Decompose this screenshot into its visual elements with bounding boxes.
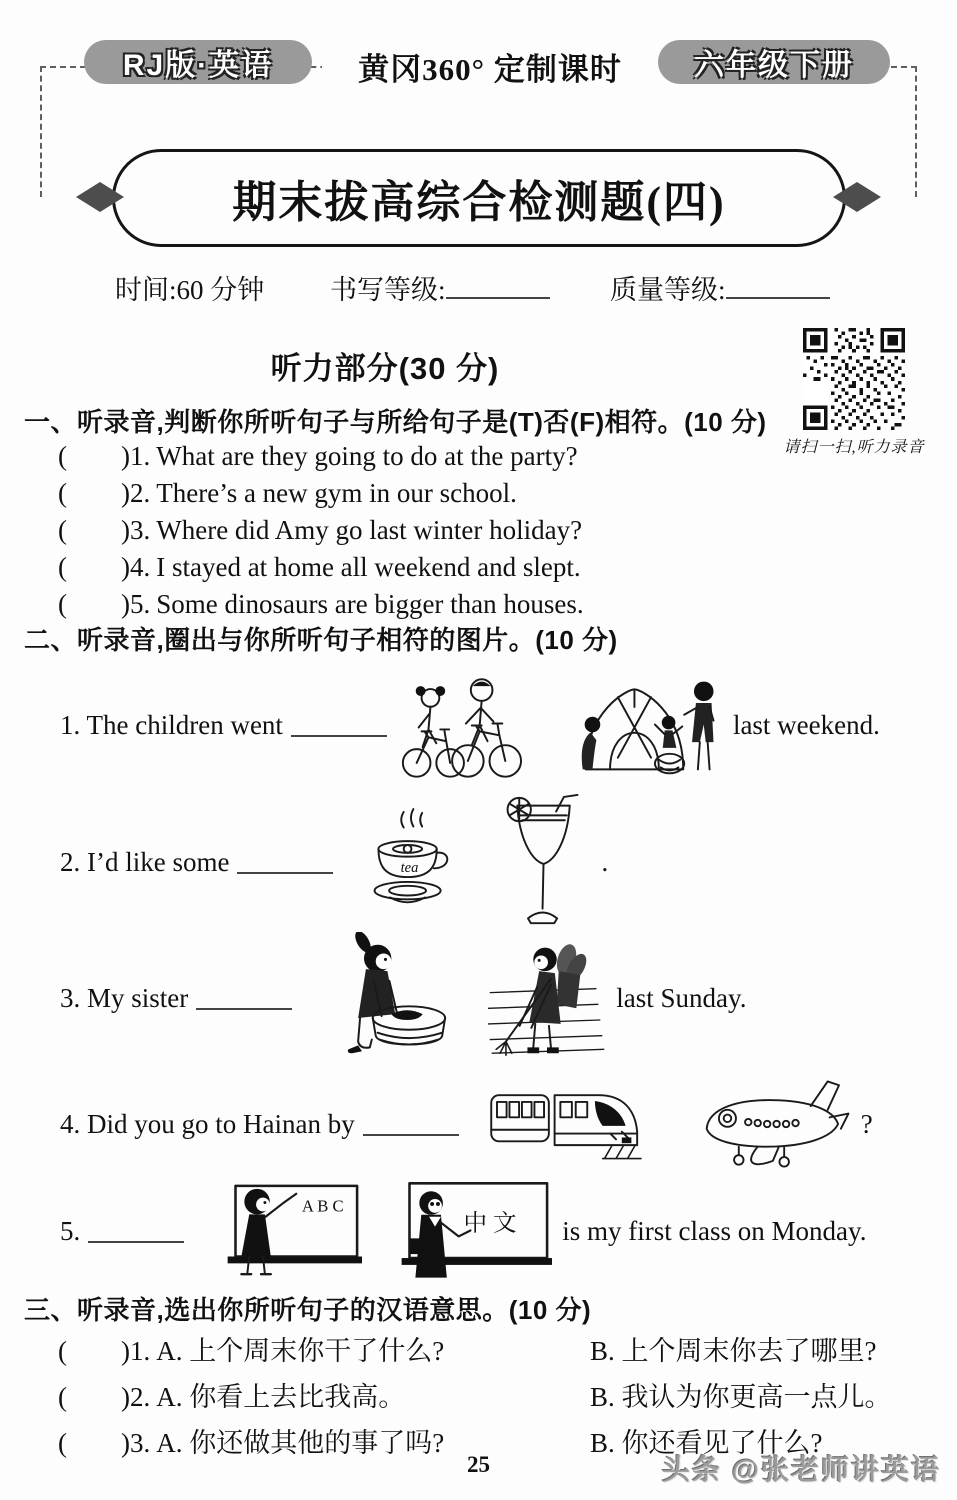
option-a: A. 上个周末你干了什么? <box>156 1336 445 1366</box>
answer-bracket: ( ) <box>58 589 130 619</box>
quality-grade-blank <box>726 275 830 299</box>
title-banner <box>112 149 846 247</box>
question-text: Some dinosaurs are bigger than houses. <box>156 589 584 619</box>
listening-qr-block <box>772 328 936 457</box>
option-a: A. 你还做其他的事了吗? <box>156 1428 445 1458</box>
part3-heading: 三、听录音,选出你所听句子的汉语意思。(10 分) <box>24 1295 592 1325</box>
english-class-blackboard-image <box>210 1181 362 1281</box>
question-tail: ? <box>860 1108 873 1139</box>
answer-blank <box>363 1112 459 1136</box>
series-title: 黄冈360° 定制课时 <box>322 46 658 86</box>
grade-badge-label: 六年级下册 <box>694 49 854 82</box>
part3-question-list <box>58 1328 938 1466</box>
part2-question-5 <box>60 1178 940 1284</box>
question-text: There’s a new gym in our school. <box>156 478 517 508</box>
part3-question: ( )2. A. 你看上去比我高。 B. 我认为你更高一点儿。 <box>58 1374 938 1420</box>
part2-question-3 <box>60 928 940 1068</box>
qr-code-icon <box>800 328 908 430</box>
girl-washing-clothes-image <box>318 932 452 1064</box>
abc-board-label: A B C <box>302 1196 344 1216</box>
paper-title: 期末拔高综合检测题(四) <box>232 178 726 227</box>
answer-blank <box>237 850 333 874</box>
children-riding-bikes-image <box>395 666 523 784</box>
part1-question: ( )3. Where did Amy go last winter holiday? <box>58 515 583 545</box>
diamond-ornament-left <box>76 182 124 212</box>
answer-bracket: ( ) <box>58 515 130 545</box>
watermark-text: 头条 @张老师讲英语 <box>661 1454 941 1485</box>
question-lead: 4. Did you go to Hainan by <box>60 1108 355 1139</box>
tea-cup-label: tea <box>401 860 419 877</box>
edition-badge-label: RJ版·英语 <box>122 49 274 82</box>
children-camping-tent-image <box>541 664 723 786</box>
part1-question: ( )1. What are they going to do at the party? <box>58 441 578 471</box>
question-lead: 5. <box>60 1215 81 1246</box>
question-lead: 1. The children went <box>60 709 283 740</box>
answer-bracket: ( ) <box>58 478 130 508</box>
answer-blank <box>88 1219 184 1243</box>
part1-question: ( )2. There’s a new gym in our school. <box>58 478 517 508</box>
girl-sweeping-floor-image <box>488 932 606 1064</box>
answer-blank <box>196 986 292 1010</box>
question-text: I stayed at home all weekend and slept. <box>156 552 581 582</box>
part2-question-1 <box>60 655 940 795</box>
writing-grade-blank <box>446 275 550 299</box>
question-tail: . <box>601 846 609 877</box>
quality-grade-label: 质量等级: <box>610 268 830 307</box>
time-limit-label: 时间:60 分钟 <box>115 275 265 305</box>
answer-bracket: ( ) <box>58 1382 130 1412</box>
question-text: Where did Amy go last winter holiday? <box>156 515 583 545</box>
part3-question: ( )1. A. 上个周末你干了什么? B. 上个周末你去了哪里? <box>58 1328 938 1374</box>
part1-question-list <box>58 438 584 623</box>
diamond-ornament-right <box>833 182 881 212</box>
page-number: 25 <box>467 1452 490 1477</box>
part1-heading: 一、听录音,判断你所听句子与所给句子是(T)否(F)相符。(10 分) <box>24 407 767 437</box>
answer-bracket: ( ) <box>58 441 130 471</box>
option-b: B. 上个周末你去了哪里? <box>590 1336 877 1366</box>
train-image <box>485 1076 653 1172</box>
part1-question: ( )5. Some dinosaurs are bigger than houses. <box>58 589 584 619</box>
question-tail: last Sunday. <box>616 982 747 1013</box>
listening-section-title: 听力部分(30 分) <box>270 351 500 386</box>
part1-question: ( )4. I stayed at home all weekend and slept. <box>58 552 581 582</box>
option-b: B. 你还看见了什么? <box>590 1428 823 1458</box>
plane-image <box>689 1072 851 1176</box>
answer-bracket: ( ) <box>58 1336 130 1366</box>
question-text: What are they going to do at the party? <box>156 441 578 471</box>
option-a: A. 你看上去比我高。 <box>156 1382 406 1412</box>
question-lead: 3. My sister <box>60 982 189 1013</box>
question-tail: last weekend. <box>732 709 880 740</box>
question-tail: is my first class on Monday. <box>562 1215 867 1246</box>
part2-question-4 <box>60 1068 940 1180</box>
grade-badge <box>658 40 890 84</box>
part3-question: ( )3. A. 你还做其他的事了吗? B. 你还看见了什么? <box>58 1420 938 1466</box>
qr-caption: 请扫一扫,听力录音 <box>783 439 925 456</box>
question-lead: 2. I’d like some <box>60 846 230 877</box>
writing-grade-label: 书写等级: <box>330 268 550 307</box>
chinese-class-blackboard-image <box>380 1179 552 1283</box>
option-b: B. 我认为你更高一点儿。 <box>590 1382 892 1412</box>
edition-badge <box>84 40 312 84</box>
answer-blank <box>291 713 387 737</box>
answer-bracket: ( ) <box>58 552 130 582</box>
glass-of-juice-image <box>497 794 591 930</box>
chinese-board-label: 中 文 <box>463 1210 517 1237</box>
part2-heading: 二、听录音,圈出与你所听句子相符的图片。(10 分) <box>24 625 618 655</box>
answer-bracket: ( ) <box>58 1428 130 1458</box>
cup-of-tea-image <box>359 805 461 919</box>
part2-question-2 <box>60 792 940 932</box>
